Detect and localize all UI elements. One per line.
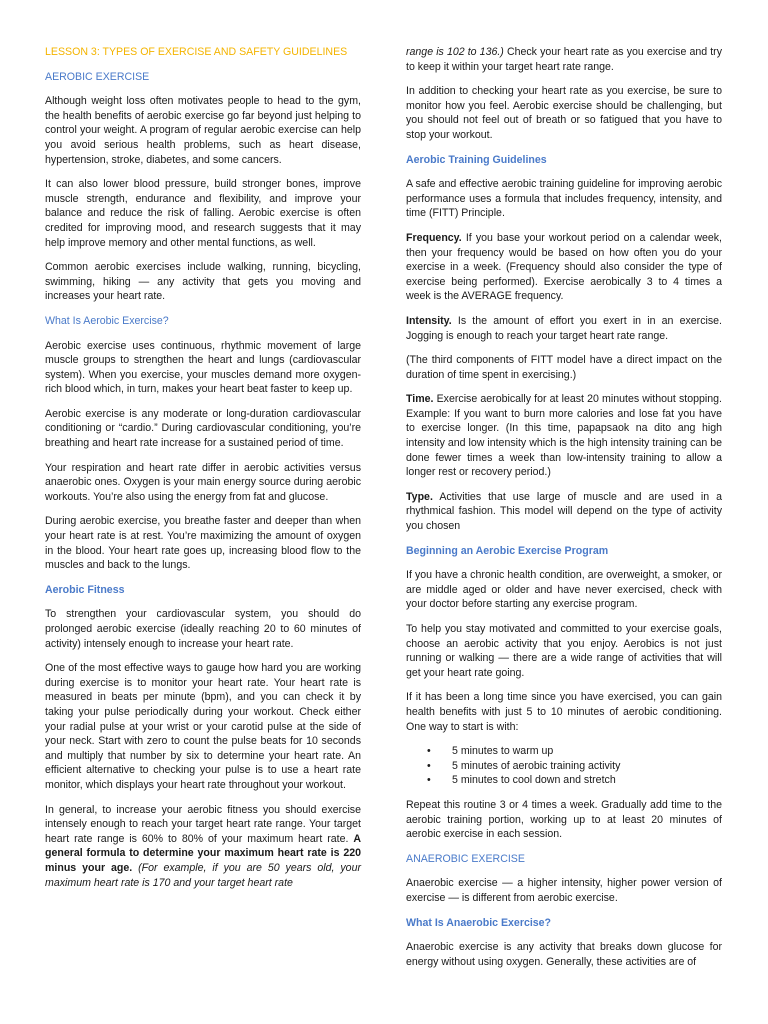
paragraph: Anaerobic exercise — a higher intensity, higher power version of exercise — is different from aerobic exercise. xyxy=(406,877,722,904)
paragraph: Anaerobic exercise is any activity that breaks down glucose for energy without using oxygen. Generally, these activities are of xyxy=(406,941,722,968)
lesson-title: LESSON 3: TYPES OF EXERCISE AND SAFETY GUIDELINES xyxy=(45,46,348,58)
what-is-anaerobic-heading: What Is Anaerobic Exercise? xyxy=(406,916,552,929)
paragraph: Aerobic exercise uses continuous, rhythmic movement of large muscle groups to strengthen the heart and lungs (cardiovascular system). When you exercise, your muscles demand more oxygen-rich blood which, in turn, makes your heart beat faster to keep up. xyxy=(45,339,361,396)
paragraph: Common aerobic exercises include walking, running, bicycling, swimming, hiking — any activity that gets you moving and increases your heart rate. xyxy=(45,261,361,303)
paragraph: Although weight loss often motivates people to head to the gym, the health benefits of aerobic exercise go far beyond just helping to control your weight. A program of regular aerobic exercise can help you avoid serious health problems, such as heart disease, hypertension, stroke, diabetes, and some cancers. xyxy=(45,95,361,166)
text-run: If you base your workout period on a calendar week, then your frequency would be based on how often you do your exercise in a week. (Frequency should also consider the type of exercise being performed). Exercise aerobically 3 to 4 times a week is the AVERAGE frequency. xyxy=(406,231,722,303)
list-item: • 5 minutes to cool down and stretch xyxy=(452,773,722,788)
paragraph: A safe and effective aerobic training guideline for improving aerobic performance uses a formula that includes frequency, intensity, and time (FITT) Principle. xyxy=(406,178,722,220)
training-guidelines-heading: Aerobic Training Guidelines xyxy=(406,153,547,166)
fitt-intensity xyxy=(406,314,722,343)
text-run: Is the amount of effort you exert in in an exercise. Jogging is enough to reach your target heart rate range. xyxy=(406,314,722,342)
aerobic-exercise-heading: AEROBIC EXERCISE xyxy=(45,70,150,83)
paragraph: One of the most effective ways to gauge how hard you are working during exercise is to monitor your heart rate. Your heart rate is measured in beats per minute (bpm), and you can check it by taking your pulse periodically during your workout. Check either your radial pulse at your wrist or your carotid pulse at the side of your neck. Start with zero to count the pulse beats for 10 seconds and multiply that number by six to determine your heart rate. An efficient alternative to checking your pulse is to use a heart rate monitor, which displays your heart rate throughout your workout. xyxy=(45,662,361,791)
fitt-label: Time. xyxy=(406,393,434,406)
paragraph: Repeat this routine 3 or 4 times a week. Gradually add time to the aerobic training portion, working up to at least 20 minutes of aerobic exercise in each session. xyxy=(406,798,722,841)
fitt-time xyxy=(406,392,722,480)
paragraph: (The third components of FITT model have a direct impact on the duration of time spent in exercising.) xyxy=(406,354,722,381)
routine-list xyxy=(406,744,722,788)
text-run: Activities that use large of muscle and are used in a rhythmical fashion. This model will depend on the type of activity you chosen xyxy=(406,490,722,533)
aerobic-fitness-heading: Aerobic Fitness xyxy=(45,583,125,596)
example-note: range is 102 to 136.) xyxy=(406,46,504,58)
paragraph: During aerobic exercise, you breathe faster and deeper than when your heart rate is at rest. You’re maximizing the amount of oxygen in the blood. Your heart rate goes up, increasing blood flow to the muscles and back to the lungs. xyxy=(45,515,361,572)
fitt-frequency xyxy=(406,231,722,304)
paragraph: Your respiration and heart rate differ in aerobic activities versus anaerobic ones. Oxygen is your main energy source during aerobic workouts. You’re also using the energy from fat and glucose. xyxy=(45,461,361,503)
fitt-label: Intensity. xyxy=(406,314,452,327)
paragraph-continuation xyxy=(406,45,722,74)
paragraph: To help you stay motivated and committed to your exercise goals, choose an aerobic activity that you enjoy. Aerobics is not just running or walking — there are a wide range of activities that will get your heart rate going. xyxy=(406,623,722,679)
paragraph: It can also lower blood pressure, build stronger bones, improve muscle strength, endurance and flexibility, and improve your balance and reduce the risk of falling. Aerobic exercise is often credited for improving mood, and research suggests that it may help improve memory and other mental functions, as well. xyxy=(45,178,361,249)
text-run: Exercise aerobically for at least 20 minutes without stopping. Example: If you want to burn more calories and lose fat you have to exercise longer. (In this time, papapsaok na dito ang high intensity and low intensity which is the high intensity training can be done fewer times a week than low-intensity training to allow a longer rest or recovery period.) xyxy=(406,393,722,479)
fitt-type xyxy=(406,490,722,534)
paragraph: To strengthen your cardiovascular system, you should do prolonged aerobic exercise (ideally reaching 20 to 60 minutes of activity) intensely enough to increase your heart rate. xyxy=(45,608,361,650)
fitt-label: Type. xyxy=(406,490,433,503)
text-run: Check your heart rate as you exercise and try to keep it within your target heart rate range. xyxy=(406,46,723,73)
fitt-label: Frequency. xyxy=(406,231,462,244)
paragraph: If you have a chronic health condition, are overweight, a smoker, or are middle aged or older and have never exercised, check with your doctor before starting any exercise program. xyxy=(406,569,722,611)
left-column xyxy=(45,45,361,900)
text-run: In general, to increase your aerobic fitness you should exercise intensely enough to reach your target heart rate range. Your target heart rate range is 60% to 80% of your maximum heart rate. xyxy=(45,803,361,845)
example-note: (For example, if you are 50 years old, your maximum heart rate is 170 and your target heart rate xyxy=(45,861,361,889)
beginning-program-heading: Beginning an Aerobic Exercise Program xyxy=(406,544,609,557)
list-item: • 5 minutes of aerobic training activity xyxy=(452,759,722,774)
paragraph: If it has been a long time since you have exercised, you can gain health benefits with just 5 to 10 minutes of aerobic conditioning. One way to start is with: xyxy=(406,691,722,733)
paragraph: In addition to checking your heart rate as you exercise, be sure to monitor how you feel. Aerobic exercise should be challenging, but you should not feel out of breath or so fatigued that you have to stop your workout. xyxy=(406,85,722,141)
anaerobic-exercise-heading: ANAEROBIC EXERCISE xyxy=(406,852,525,865)
paragraph: Aerobic exercise is any moderate or long-duration cardiovascular conditioning or “cardio.” During cardiovascular conditioning, you’re breathing and heart rate increase for a sustained period of time. xyxy=(45,407,361,450)
list-item: • 5 minutes to warm up xyxy=(452,744,722,759)
target-heart-rate-paragraph xyxy=(45,803,361,891)
max-heart-rate-formula: A general formula to determine your maximum heart rate is 220 minus your age. xyxy=(45,832,361,874)
right-column xyxy=(406,45,722,979)
what-is-aerobic-heading: What Is Aerobic Exercise? xyxy=(45,314,169,327)
